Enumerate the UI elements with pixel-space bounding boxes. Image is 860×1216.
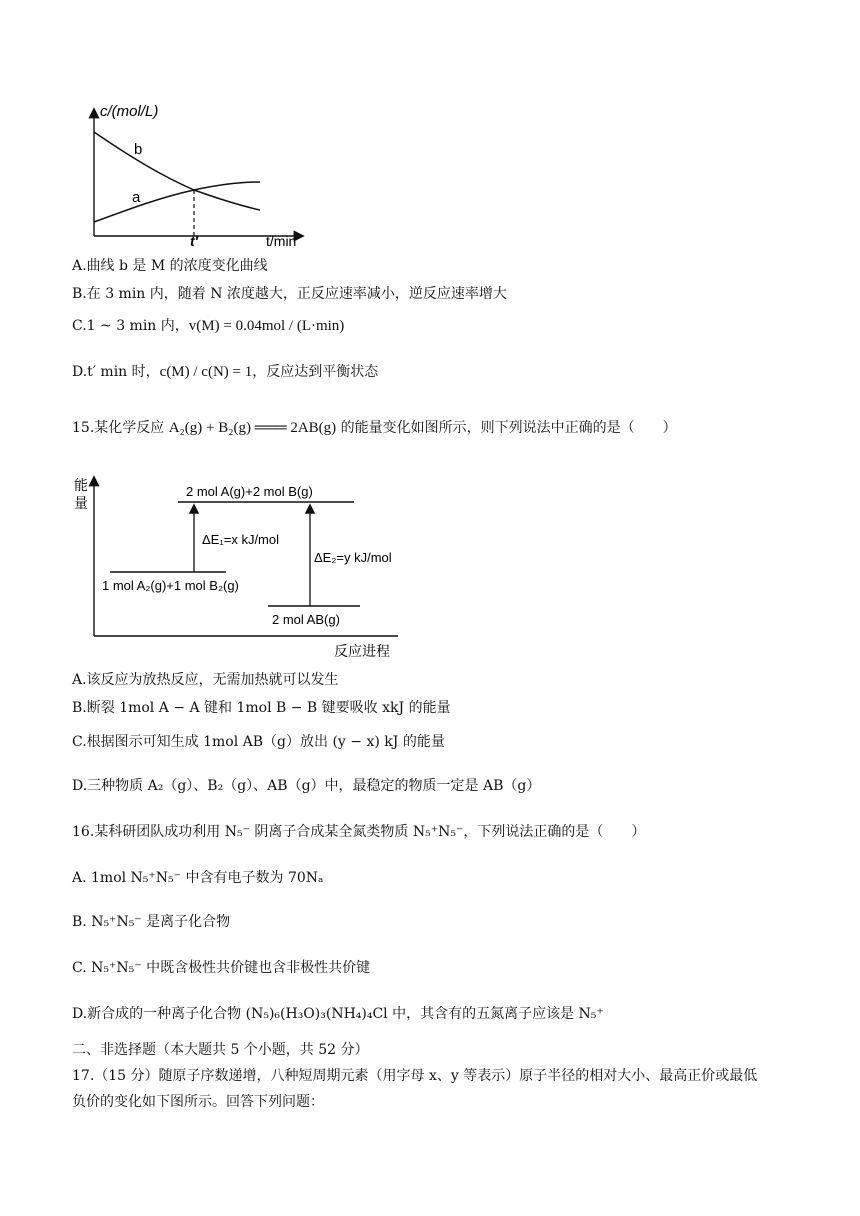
energy-axis-label-2: 量 bbox=[74, 495, 88, 511]
q16-option-c: C. N₅⁺N₅⁻ 中既含极性共价键也含非极性共价键 bbox=[72, 960, 371, 976]
q14-option-c bbox=[72, 316, 344, 336]
q14-option-d-prefix: D.t′ min 时， bbox=[72, 364, 160, 380]
top-level-label: 2 mol A(g)+2 mol B(g) bbox=[186, 484, 313, 499]
delta-e1-label: ΔE₁=x kJ/mol bbox=[202, 532, 280, 547]
q15-stem-suffix: 的能量变化如图所示，则下列说法中正确的是（ ） bbox=[336, 420, 677, 436]
q15-option-d: D.三种物质 A₂（g）、B₂（g）、AB（g）中，最稳定的物质一定是 AB（g） bbox=[72, 778, 541, 794]
q17-stem-line-1: 17.（15 分）随原子序数递增，八种短周期元素（用字母 x、y 等表示）原子半径的相对大小、最高正价或最低 bbox=[72, 1068, 758, 1084]
q15-stem bbox=[72, 418, 677, 438]
curve-a bbox=[94, 182, 260, 222]
q17-stem-line-2: 负价的变化如下图所示。回答下列问题： bbox=[72, 1094, 324, 1110]
q15-option-b: B.断裂 1mol A − A 键和 1mol B − B 键要吸收 xkJ 的能量 bbox=[72, 700, 451, 716]
q14-option-c-formula: v(M) = 0.04mol / (L·min) bbox=[188, 318, 345, 334]
q15-option-a: A.该反应为放热反应，无需加热就可以发生 bbox=[72, 672, 339, 688]
curve-b bbox=[94, 132, 260, 210]
concentration-time-graph bbox=[82, 96, 322, 248]
curve-a-label: a bbox=[132, 189, 141, 206]
q15-stem-prefix: 15.某化学反应 bbox=[72, 420, 169, 436]
q16-option-d: D.新合成的一种离子化合物 (N₅)₆(H₃O)₃(NH₄)₄Cl 中，其含有的五氮离子应该是 N₅⁺ bbox=[72, 1006, 604, 1022]
t-prime-label: t′ bbox=[190, 233, 199, 248]
energy-axis-label-1: 能 bbox=[74, 477, 88, 493]
q14-option-d-formula: c(M) / c(N) = 1 bbox=[159, 364, 253, 380]
q14-option-a: A.曲线 b 是 M 的浓度变化曲线 bbox=[72, 258, 268, 274]
delta-e2-label: ΔE₂=y kJ/mol bbox=[314, 550, 392, 565]
q14-option-d-suffix: ，反应达到平衡状态 bbox=[252, 364, 379, 380]
left-level-label: 1 mol A₂(g)+1 mol B₂(g) bbox=[102, 578, 239, 593]
q14-option-b: B.在 3 min 内，随着 N 浓度越大，正反应速率减小，逆反应速率增大 bbox=[72, 286, 507, 302]
q16-option-b: B. N₅⁺N₅⁻ 是离子化合物 bbox=[72, 914, 231, 930]
section-heading: 二、非选择题（本大题共 5 个小题，共 52 分） bbox=[72, 1042, 369, 1058]
energy-diagram bbox=[72, 474, 412, 660]
q16-option-a: A. 1mol N₅⁺N₅⁻ 中含有电子数为 70Nₐ bbox=[72, 870, 324, 886]
q15-option-c: C.根据图示可知生成 1mol AB（g）放出 (y − x) kJ 的能量 bbox=[72, 734, 445, 750]
q14-option-d bbox=[72, 362, 378, 382]
y-axis-label: c/(mol/L) bbox=[100, 103, 159, 120]
curve-b-label: b bbox=[134, 141, 143, 158]
q15-stem-equation: A₂(g) + B₂(g) ═══ 2AB(g) bbox=[168, 420, 337, 436]
energy-x-axis-label: 反应进程 bbox=[334, 643, 390, 659]
q16-stem: 16.某科研团队成功利用 N₅⁻ 阴离子合成某全氮类物质 N₅⁺N₅⁻，下列说法正确的是（ ） bbox=[72, 824, 646, 840]
right-level-label: 2 mol AB(g) bbox=[272, 612, 340, 627]
x-axis-label: t/min bbox=[266, 233, 297, 248]
q14-option-c-prefix: C.1 ~ 3 min 内， bbox=[72, 318, 189, 334]
